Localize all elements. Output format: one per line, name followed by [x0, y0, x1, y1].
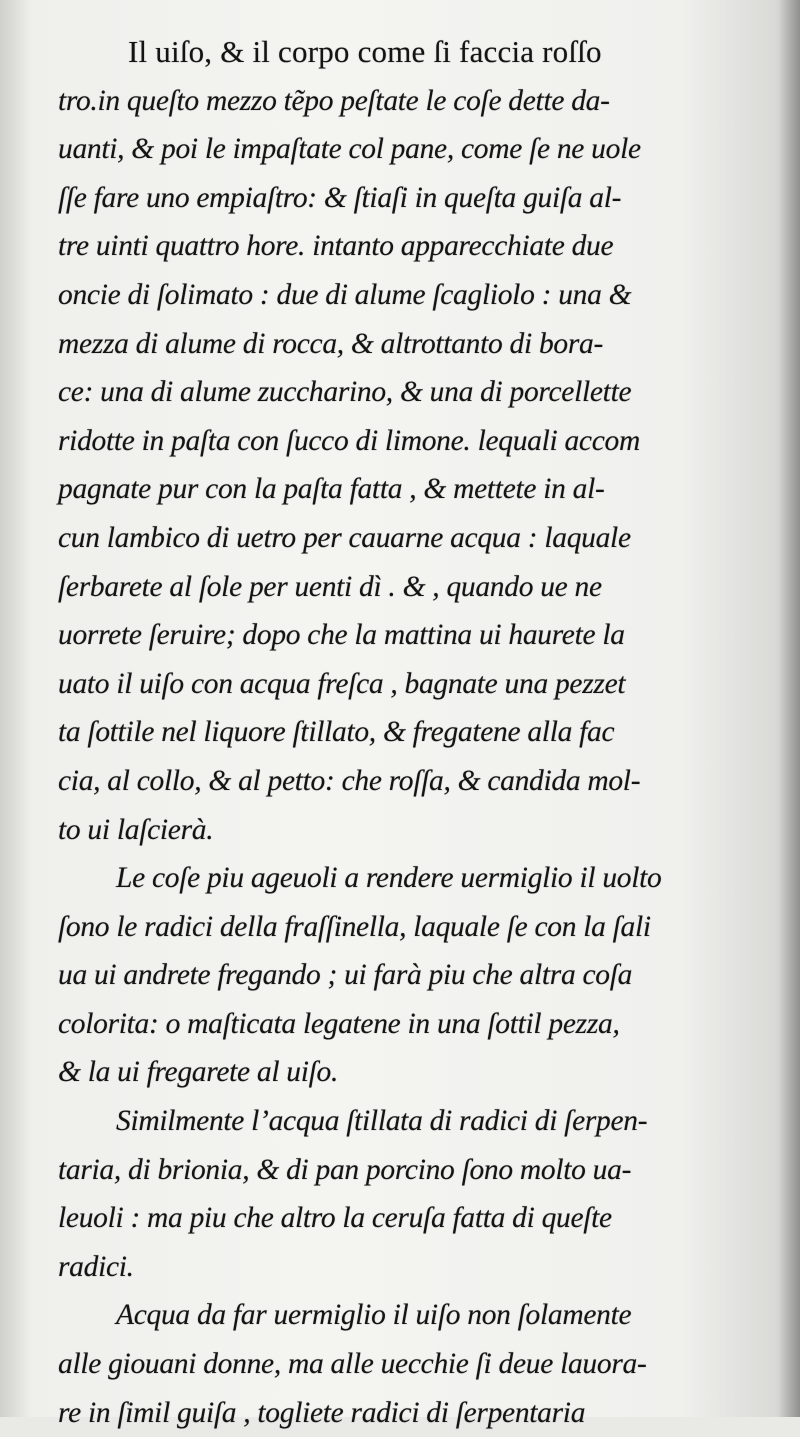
- text-line: radici.: [58, 1250, 134, 1283]
- text-line: uorrete ſeruire; dopo che la mattina ui haurete la: [58, 619, 625, 652]
- text-line: cia, al collo, & al petto: che roſſa, & candida mol-: [58, 764, 641, 797]
- text-line: ſſe fare uno empiaſtro: & ſtiaſi in queſta guiſa al-: [58, 181, 622, 214]
- page-text-block: [58, 28, 763, 1437]
- text-line: oncie di ſolimato : due di alume ſcagliolo : una &: [58, 278, 632, 311]
- text-line: leuoli : ma piu che altro la ceruſa fatta di queſte: [58, 1202, 612, 1235]
- text-line: uato il uiſo con acqua freſca , bagnate una pezzet: [58, 667, 626, 700]
- text-line: taria, di brionia, & di pan porcino ſono molto ua-: [58, 1153, 632, 1186]
- text-line: tro.in queſto mezzo tẽpo peſtate le coſe dette da-: [58, 84, 610, 117]
- text-line: mezza di alume di rocca, & altrottanto di bora-: [58, 327, 604, 360]
- text-line: to ui laſcierà.: [58, 813, 214, 846]
- text-line: ta ſottile nel liquore ſtillato, & fregatene alla fac: [58, 716, 615, 749]
- text-line: alle giouani donne, ma alle uecchie ſi deue lauora-: [58, 1348, 647, 1381]
- text-line: & la ui fregarete al uiſo.: [58, 1056, 339, 1089]
- text-line: ua ui andrete fregando ; ui farà piu che altra coſa: [58, 959, 633, 992]
- text-line: Acqua da far uermiglio il uiſo non ſolamente: [116, 1299, 632, 1332]
- page-gutter-shadow: [778, 0, 800, 1417]
- text-line: ridotte in paſta con ſucco di limone. lequali accom: [58, 424, 640, 457]
- text-line: pagnate pur con la paſta fatta , & mettete in al-: [58, 473, 605, 506]
- text-line: colorita: o maſticata legatene in una ſottil pezza,: [58, 1007, 620, 1040]
- running-header: Il uiſo, & il corpo come ſi faccia roſſo: [128, 34, 602, 69]
- text-line: Similmente l’acqua ſtillata di radici di ſerpen-: [116, 1105, 648, 1138]
- body-text: [58, 77, 763, 1437]
- text-line: ſerbarete al ſole per uenti dì . & , quando ue ne: [58, 570, 602, 603]
- text-line: ce: una di alume zuccharino, & una di porcellette: [58, 376, 632, 409]
- text-line: tre uinti quattro hore. intanto apparecchiate due: [58, 230, 614, 263]
- text-line: Le coſe piu ageuoli a rendere uermiglio il uolto: [116, 862, 662, 895]
- text-line: uanti, & poi le impaſtate col pane, come ſe ne uole: [58, 133, 641, 166]
- text-line: ſono le radici della fraſſinella, laquale ſe con la ſali: [58, 910, 651, 943]
- text-line: cun lambico di uetro per cauarne acqua : laquale: [58, 521, 631, 554]
- text-line: re in ſimil guiſa , togliete radici di ſerpentaria: [58, 1396, 586, 1429]
